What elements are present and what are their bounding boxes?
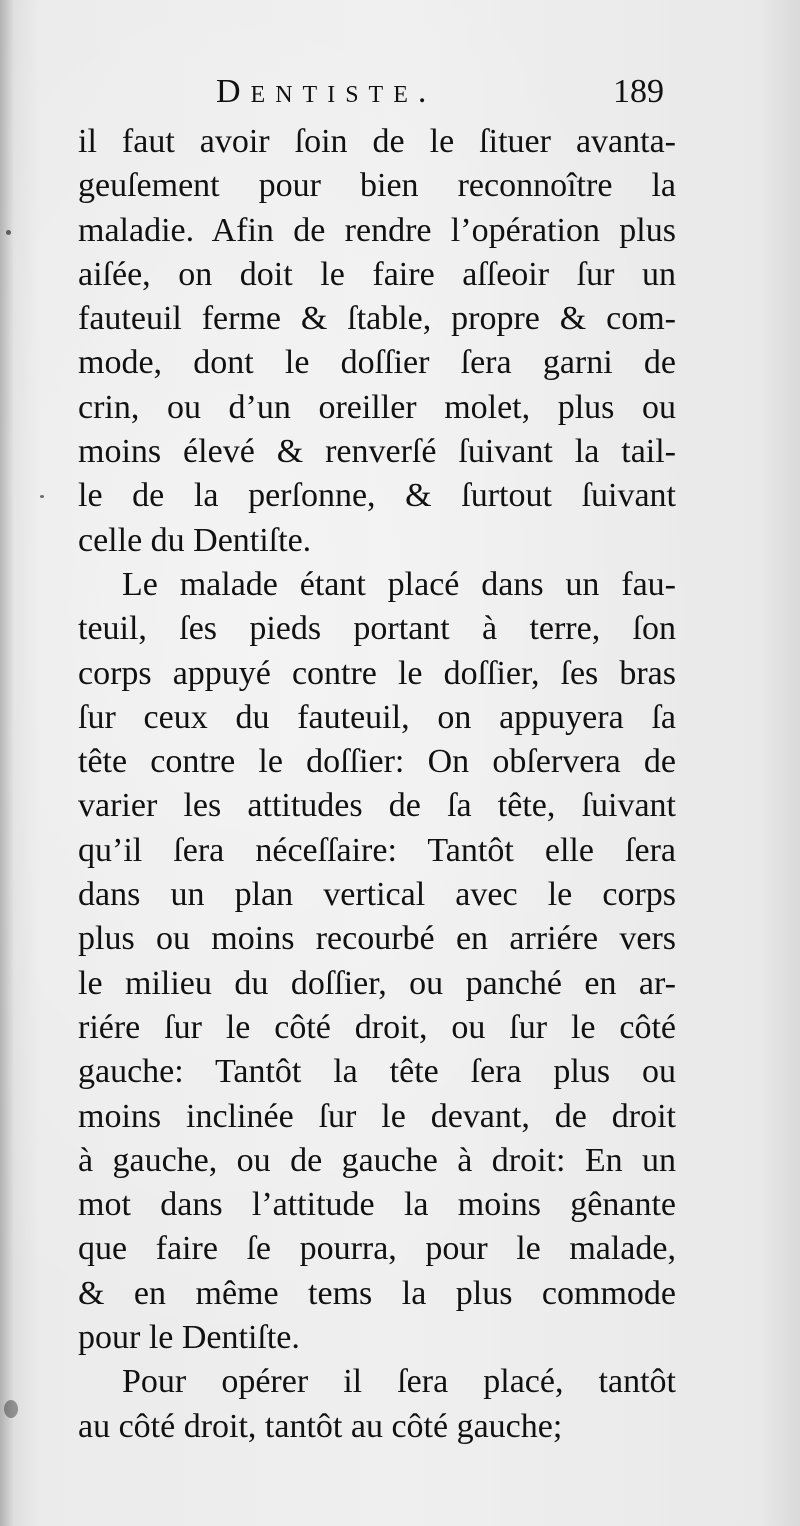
spine-shadow <box>0 0 14 1526</box>
text-line: moins inclinée ſur le devant, de droit <box>78 1097 676 1135</box>
text-line: dans un plan vertical avec le corps <box>78 876 676 914</box>
text-line: crin, ou d’un oreiller molet, plus ou <box>78 388 676 426</box>
text-line: plus ou moins recourbé en arriére vers <box>78 920 676 958</box>
text-line: Pour opérer il ſera placé, tantôt <box>122 1363 676 1401</box>
text-line: le de la perſonne, & ſurtout ſuivant <box>78 477 676 515</box>
paragraph <box>78 1360 676 1449</box>
text-line: varier les attitudes de ſa tête, ſuivant <box>78 787 676 825</box>
text-line: le milieu du doſſier, ou panché en ar- <box>78 964 676 1002</box>
paragraph <box>78 563 676 1360</box>
text-line: corps appuyé contre le doſſier, ſes bras <box>78 654 676 692</box>
text-line: fauteuil ferme & ſtable, propre & com- <box>78 300 676 338</box>
text-line: Le malade étant placé dans un fau- <box>122 565 676 603</box>
page-number: 189 <box>613 73 664 110</box>
text-line: à gauche, ou de gauche à droit: En un <box>78 1141 676 1179</box>
text-line: & en même tems la plus commode <box>78 1274 676 1312</box>
text-line: ſur ceux du fauteuil, on appuyera ſa <box>78 698 676 736</box>
ink-speck <box>40 495 44 498</box>
paragraph <box>78 120 676 563</box>
text-line: tête contre le doſſier: On obſervera de <box>78 743 676 781</box>
running-head-title: Dentiste. <box>216 73 437 110</box>
text-line: il faut avoir ſoin de le ſituer avanta- <box>78 123 676 160</box>
body-text <box>78 120 676 1449</box>
text-line: mode, dont le doſſier ſera garni de <box>78 344 676 382</box>
text-line: geuſement pour bien reconnoître la <box>78 167 676 205</box>
ink-speck <box>6 230 11 235</box>
text-line: maladie. Afin de rendre l’opération plus <box>78 211 676 249</box>
running-head <box>78 68 676 120</box>
text-line: riére ſur le côté droit, ou ſur le côté <box>78 1008 676 1046</box>
text-line: gauche: Tantôt la tête ſera plus ou <box>78 1053 676 1091</box>
text-line: que faire ſe pourra, pour le malade, <box>78 1230 676 1268</box>
ink-speck <box>4 1400 18 1418</box>
text-line: mot dans l’attitude la moins gênante <box>78 1186 676 1224</box>
text-line: moins élevé & renverſé ſuivant la tail- <box>78 433 676 471</box>
text-block <box>78 68 676 1449</box>
text-line: au côté droit, tantôt au côté gauche; <box>78 1407 563 1445</box>
text-line: qu’il ſera néceſſaire: Tantôt elle ſera <box>78 831 676 869</box>
text-line: celle du Dentiſte. <box>78 521 312 559</box>
text-line: pour le Dentiſte. <box>78 1319 300 1357</box>
text-line: aiſée, on doit le faire aſſeoir ſur un <box>78 255 676 293</box>
text-line: teuil, ſes pieds portant à terre, ſon <box>78 610 676 648</box>
